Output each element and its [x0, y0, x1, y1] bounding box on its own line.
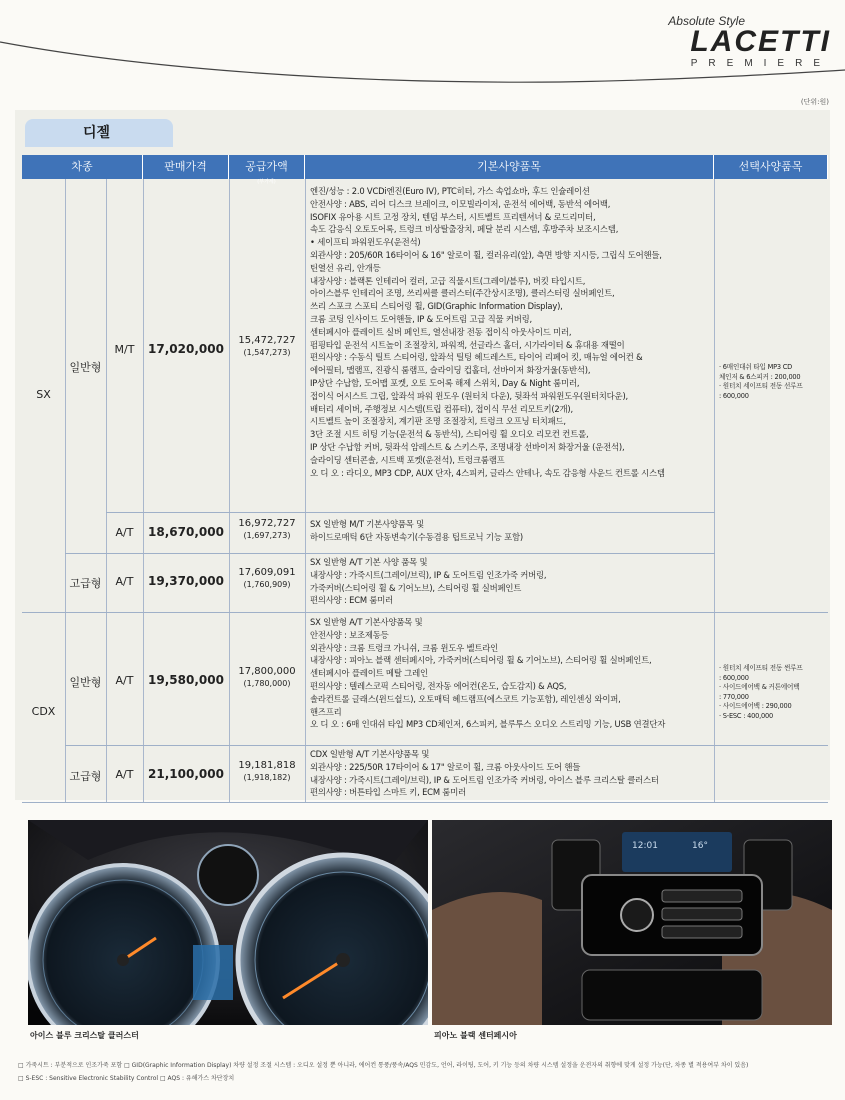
price: 19,580,000 [148, 673, 224, 687]
divider [22, 612, 828, 613]
brand-name: LACETTI [690, 25, 831, 58]
divider [106, 179, 107, 802]
spec-line: 배터리 세이버, 주행정보 시스템(트립 컴퓨터), 접이식 무선 리모트키(2개), [310, 403, 573, 414]
spec-line: ISOFIX 유아용 시트 고정 장치, 텐덤 부스터, 시트벨트 프리텐셔너 & 로드리미터, [310, 211, 596, 222]
spec-line: 외관사양 : 205/60R 16타이어 & 16" 알로이 휠, 컬러유리(앞), 측면 방향 지시등, 그립식 도어핸들, [310, 249, 662, 260]
spec-line: 시트벨트 높이 조절장치, 계기판 조명 조절장치, 트렁크 오프닝 터치패드, [310, 416, 566, 427]
photo-center-fascia [432, 820, 832, 1025]
caption-center-fascia: 피아노 블랙 센터페시아 [434, 1031, 517, 1040]
option-list-cdx [719, 664, 827, 721]
photo-cluster [28, 820, 428, 1025]
trans: A/T [115, 526, 134, 539]
supply [229, 518, 305, 542]
model-sx: SX [36, 388, 51, 401]
grade-sx-basic: 일반형 [69, 361, 102, 374]
spec-line: 오 디 오 : 6매 인대쉬 타입 MP3 CD체인저, 6스피커, 블루투스 오디오 스트리밍 기능, USB 연결단자 [310, 719, 666, 730]
divider [22, 802, 828, 803]
vat-value: (1,697,273) [243, 531, 291, 540]
header-supply-sub: (부가세) [257, 179, 276, 185]
divider [65, 553, 715, 554]
trans: A/T [115, 674, 134, 687]
spec-line: 펌핑타입 운전석 시트높이 조절장치, 파워잭, 선글라스 홀더, 시가라이터 & 휴대용 재떨이 [310, 339, 625, 350]
spec-list-sx-premium-at [310, 556, 546, 607]
option-line: · 원터치 세이프티 전동 썬루프 [719, 664, 803, 672]
spec-line: 아이스블루 인테리어 조명, 쓰리써클 클러스터(주간상시조명), 클러스터링 실버페인트, [310, 288, 615, 299]
spec-line: SX 일반형 M/T 기본사양품목 및 [310, 519, 424, 529]
spec-line: 틴열선 유리, 안개등 [310, 262, 381, 273]
spec-line: 내장사양 : 가죽시트(그레이/브릭), IP & 도어트림 인조가죽 커버링, [310, 569, 547, 580]
header-specs: 기본사양품목 [305, 155, 714, 179]
supply [229, 335, 305, 359]
divider [143, 179, 144, 802]
spec-line: 센터페시아 플레이트 메탈 그레인 [310, 668, 428, 679]
spec-line: IP상단 수납함, 도어맵 포켓, 오토 도어록 해제 스위치, Day & Night 룸미러, [310, 377, 580, 388]
screen-time: 12:01 [632, 841, 658, 851]
section-title: 디젤 [25, 119, 173, 147]
vat-value: (1,780,000) [243, 679, 291, 688]
header-model: 차종 [22, 155, 143, 179]
option-line: : 600,000 [719, 391, 749, 400]
trans: M/T [114, 343, 135, 356]
spec-line: SX 일반형 A/T 기본 사양 품목 및 [310, 557, 428, 567]
supply-value: 17,609,091 [238, 567, 296, 578]
option-line: · S-ESC : 400,000 [719, 711, 773, 720]
spec-line: 내장사양 : 가죽시트(그레이/브릭), IP & 도어트림 인조가죽 커버링, 아이스 블루 크리스탈 클러스터 [310, 774, 659, 785]
spec-line: 3단 조절 시트 히팅 기능(운전석 & 동반석), 스티어링 휠 오디오 리모컨 컨트롤, [310, 429, 589, 440]
spec-line: 외관사양 : 225/50R 17타이어 & 17" 알로이 휠, 크롬 아웃사이드 도어 핸들 [310, 761, 581, 772]
vat-value: (1,547,273) [243, 348, 291, 357]
model-cdx: CDX [31, 705, 56, 718]
spec-line: 안전사양 : ABS, 리어 디스크 브레이크, 이모빌라이저, 운전석 에어백, 동반석 에어백, [310, 198, 611, 209]
price: 19,370,000 [148, 574, 224, 588]
trans: A/T [115, 575, 134, 588]
supply [229, 666, 305, 690]
option-list-sx [719, 363, 827, 401]
footnote: □ 가죽시트 : 부분적으로 인조가죽 포함 □ GID(Graphic Information Display) 차량 설정 조절 시스템 : 오디오 설정 뿐 아니라, 에어컨 통풍/풍속/AQS 민감도, 언어, 라이팅, 도어, 키 기능 등의 차량 시스템 설정을 운전자의 취향에 맞게 설정 가능(단, 차종 별 적용여부 차이 있음) [18, 1062, 749, 1069]
brand-logo [668, 14, 831, 69]
spec-line: 편의사양 : 수동식 틸트 스티어링, 앞좌석 틸팅 헤드레스트, 타이어 리페어 킷, 매뉴얼 에어컨 & [310, 352, 643, 363]
spec-line: 센터페시아 플레이트 실버 페인트, 열선내장 전동 접이식 아웃사이드 미러, [310, 326, 572, 337]
spec-list-cdx-basic-at [310, 616, 665, 731]
spec-line: 슬라이딩 센터콘솔, 시트백 포켓(운전석), 트렁크룸램프 [310, 454, 505, 465]
supply [229, 567, 305, 591]
spec-line: 안전사양 : 보조제동등 [310, 629, 389, 640]
spec-line: 외관사양 : 크롬 트렁크 가니쉬, 크롬 윈도우 벨트라인 [310, 642, 499, 653]
spec-line: 접이식 어시스트 그립, 앞좌석 파워 윈도우 (원터치 다운), 뒷좌석 파워윈도우(원터치다운), [310, 390, 628, 401]
spec-line: 내장사양 : 피아노 블랙 센터페시아, 가죽커버(스티어링 휠 & 기어노브), 스티어링 휠 실버페인트, [310, 655, 652, 666]
spec-line: SX 일반형 A/T 기본사양품목 및 [310, 617, 423, 627]
spec-line: 쓰리 스포크 스포티 스티어링 휠, GID(Graphic Information Display), [310, 301, 563, 312]
grade-cdx-basic: 일반형 [69, 676, 102, 689]
spec-line: • 세이프티 파워윈도우(운전석) [310, 237, 421, 248]
spec-line: 편의사양 : 텔레스코픽 스티어링, 전자동 에어컨(온도, 습도감지) & AQS, [310, 680, 567, 691]
spec-line: 오 디 오 : 라디오, MP3 CDP, AUX 단자, 4스피커, 글라스 안테나, 속도 감응형 사운드 컨트롤 시스템 [310, 467, 665, 478]
divider [106, 512, 715, 513]
option-line: · 사이드에어백 & 커튼에어백 [719, 683, 800, 691]
header-options: 선택사양품목 [714, 155, 828, 179]
divider [65, 745, 828, 746]
spec-line: 솔라컨트롤 글래스(윈드쉴드), 오토매틱 헤드램프(에스코트 기능포함), 레인센싱 와이퍼, [310, 693, 621, 704]
spec-list-cdx-premium-at [310, 748, 659, 799]
option-line: · 6매인대쉬 타입 MP3 CD [719, 363, 793, 371]
divider [714, 179, 715, 802]
price: 21,100,000 [148, 767, 224, 781]
vat-value: (1,760,909) [243, 580, 291, 589]
spec-line: 에어필터, 맵램프, 진광식 룸램프, 슬라이딩 컵홀더, 선바이저 화장거울(동반석), [310, 365, 591, 376]
supply-value: 16,972,727 [238, 518, 296, 529]
spec-line: 가죽커버(스티어링 휠 & 기어노브), 스티어링 휠 실버페인트 [310, 582, 522, 593]
brand-sub: PREMIERE [690, 58, 831, 69]
option-line: : 600,000 [719, 673, 749, 682]
supply [229, 760, 305, 784]
spec-list-sx-basic-mt [310, 185, 665, 479]
divider [229, 179, 230, 802]
unit-label: (단위:원) [800, 98, 829, 106]
price-table [22, 155, 828, 802]
spec-line: 크롬 코팅 인사이드 도어핸들, IP & 도어트림 고급 직물 커버링, [310, 313, 533, 324]
option-line: 체인저 & 6스피커 : 200,000 [719, 372, 801, 381]
vat-value: (1,918,182) [243, 773, 291, 782]
supply-value: 15,472,727 [238, 335, 296, 346]
spec-line: 하이드로매틱 6단 자동변속기(수동겸용 팁트로닉 기능 포함) [310, 531, 523, 542]
price: 18,670,000 [148, 525, 224, 539]
caption-cluster: 아이스 블루 크리스탈 클러스터 [30, 1031, 139, 1040]
header-supply-label: 공급가액 [245, 160, 288, 173]
spec-line: 편의사양 : ECM 룸미러 [310, 595, 394, 606]
spec-line: IP 상단 수납함 커버, 뒷좌석 암레스트 & 스키스루, 조명내장 선바이저 화장거울 (운전석), [310, 441, 625, 452]
spec-line: 핸즈프리 [310, 706, 342, 717]
divider [65, 179, 66, 802]
option-line: · 사이드에어백 : 290,000 [719, 702, 792, 710]
brand-tagline: Absolute Style [668, 14, 745, 28]
spec-line: 내장사양 : 블랙톤 인테리어 컬러, 고급 직물시트(그레이/블루), 버킷 타입시트, [310, 275, 586, 286]
center-fascia-image [432, 820, 832, 1025]
trans: A/T [115, 768, 134, 781]
price: 17,020,000 [148, 342, 224, 356]
spec-list-sx-basic-at [310, 518, 523, 544]
spec-line: CDX 일반형 A/T 기본사양품목 및 [310, 749, 430, 759]
option-line: : 770,000 [719, 692, 749, 701]
footnote: □ S-ESC : Sensitive Electronic Stability Control □ AQS : 유해가스 차단장치 [18, 1075, 235, 1082]
header-price: 판매가격 [143, 155, 229, 179]
screen-temp: 16° [692, 841, 708, 851]
spec-line: 속도 감응식 오토도어록, 트렁크 비상탈출장치, 페달 분리 시스템, 후방주차 보조시스템, [310, 224, 619, 235]
option-line: · 원터치 세이프티 전동 선루프 [719, 382, 803, 390]
gauge-cluster-image [28, 820, 428, 1025]
supply-value: 19,181,818 [238, 760, 296, 771]
grade-sx-premium: 고급형 [69, 577, 102, 590]
supply-value: 17,800,000 [238, 666, 296, 677]
header-supply [229, 155, 305, 185]
spec-line: 엔진/성능 : 2.0 VCDi엔진(Euro IV), PTC히터, 가스 속업쇼바, 후드 인슐레이션 [310, 186, 590, 196]
grade-cdx-premium: 고급형 [69, 770, 102, 783]
spec-line: 편의사양 : 버튼타입 스마트 키, ECM 룸미러 [310, 787, 466, 798]
divider [305, 179, 306, 802]
